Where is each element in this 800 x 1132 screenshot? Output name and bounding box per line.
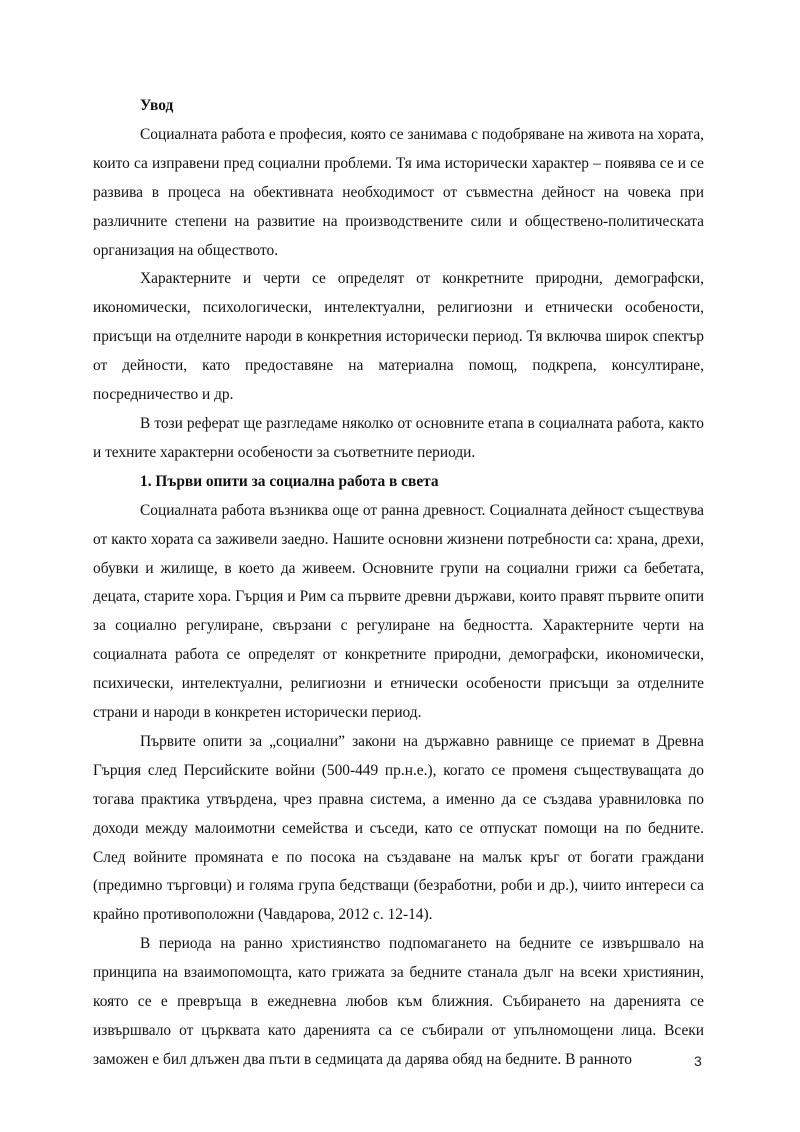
section-heading-first-attempts: 1. Първи опити за социална работа в света [140,472,439,490]
section-title-intro: Увод [140,97,174,114]
section-paragraph-2: Първите опити за „социални” закони на държавно равнище се приемат в Древна Гърция след Персийските войни (500-449 пр.н.е.), когато се променя съществуващата до тогава практика утвърдена, чрез правна система, а именно да се създава уравниловка по доходи между малоимотни семейства и съседи, като се отпускат помощи на по бедните. След войните промяната е по посока на създаване на малък кръг от богати граждани (предимно търговци) и голяма група бедстващи (безработни, роби и др.), чиито интереси са крайно противоположни (Чавдарова, 2012 с. 12-14). [93,732,704,924]
section-paragraph-3: В периода на ранно християнство подпомагането на бедните се извършвало на принципа на взаимопомощта, като грижата за бедните станала дълг на всеки християнин, която се е превръща в ежедневна любов към ближния. Събирането на даренията се извършвало от църквата като даренията са се събирали от упълномощени лица. Всеки заможен е бил длъжен два пъти в седмицата да дарява обяд на бедните. В ранното [93,935,704,1068]
intro-paragraph-2: Характерните и черти се определят от конкретните природни, демографски, икономически, психологически, интелектуални, религиозни и етнически особености, присъщи на отделните народи в конкретния исторически период. Тя включва широк спектър от дейности, като предоставяне на материална помощ, подкрепа, консултиране, посредничество и др. [93,270,704,404]
page-number: 3 [694,1053,702,1069]
section-paragraph-1: Социалната работа възниква още от ранна древност. Социалната дейност съществува от както хората са заживели заедно. Нашите основни жизнени потребности са: храна, дрехи, обувки и жилище, в което да живеем. Основните групи на социални грижи са бебетата, децата, старите хора. Гърция и Рим са първите древни държави, които правят първите опити за социално регулиране, свързани с регулиране на бедността. Характерните черти на социалната работа се определят от конкретните природни, демографски, икономически, психически, интелектуални, религиозни и етнически особености присъщи за отделните страни и народи в конкретен исторически период. [93,501,704,722]
intro-paragraph-3: В този реферат ще разгледаме няколко от основните етапа в социалната работа, както и техните характерни особености за съответните периоди. [93,414,704,461]
page-content [93,92,704,1075]
intro-paragraph-1: Социалната работа е професия, която се занимава с подобряване на живота на хората, които са изправени пред социални проблеми. Тя има исторически характер – появява се и се развива в процеса на обективната необходимост от съвместна дейност на човека при различните степени на развитие на производствените сили и обществено-политическата организация на обществото. [93,125,704,259]
